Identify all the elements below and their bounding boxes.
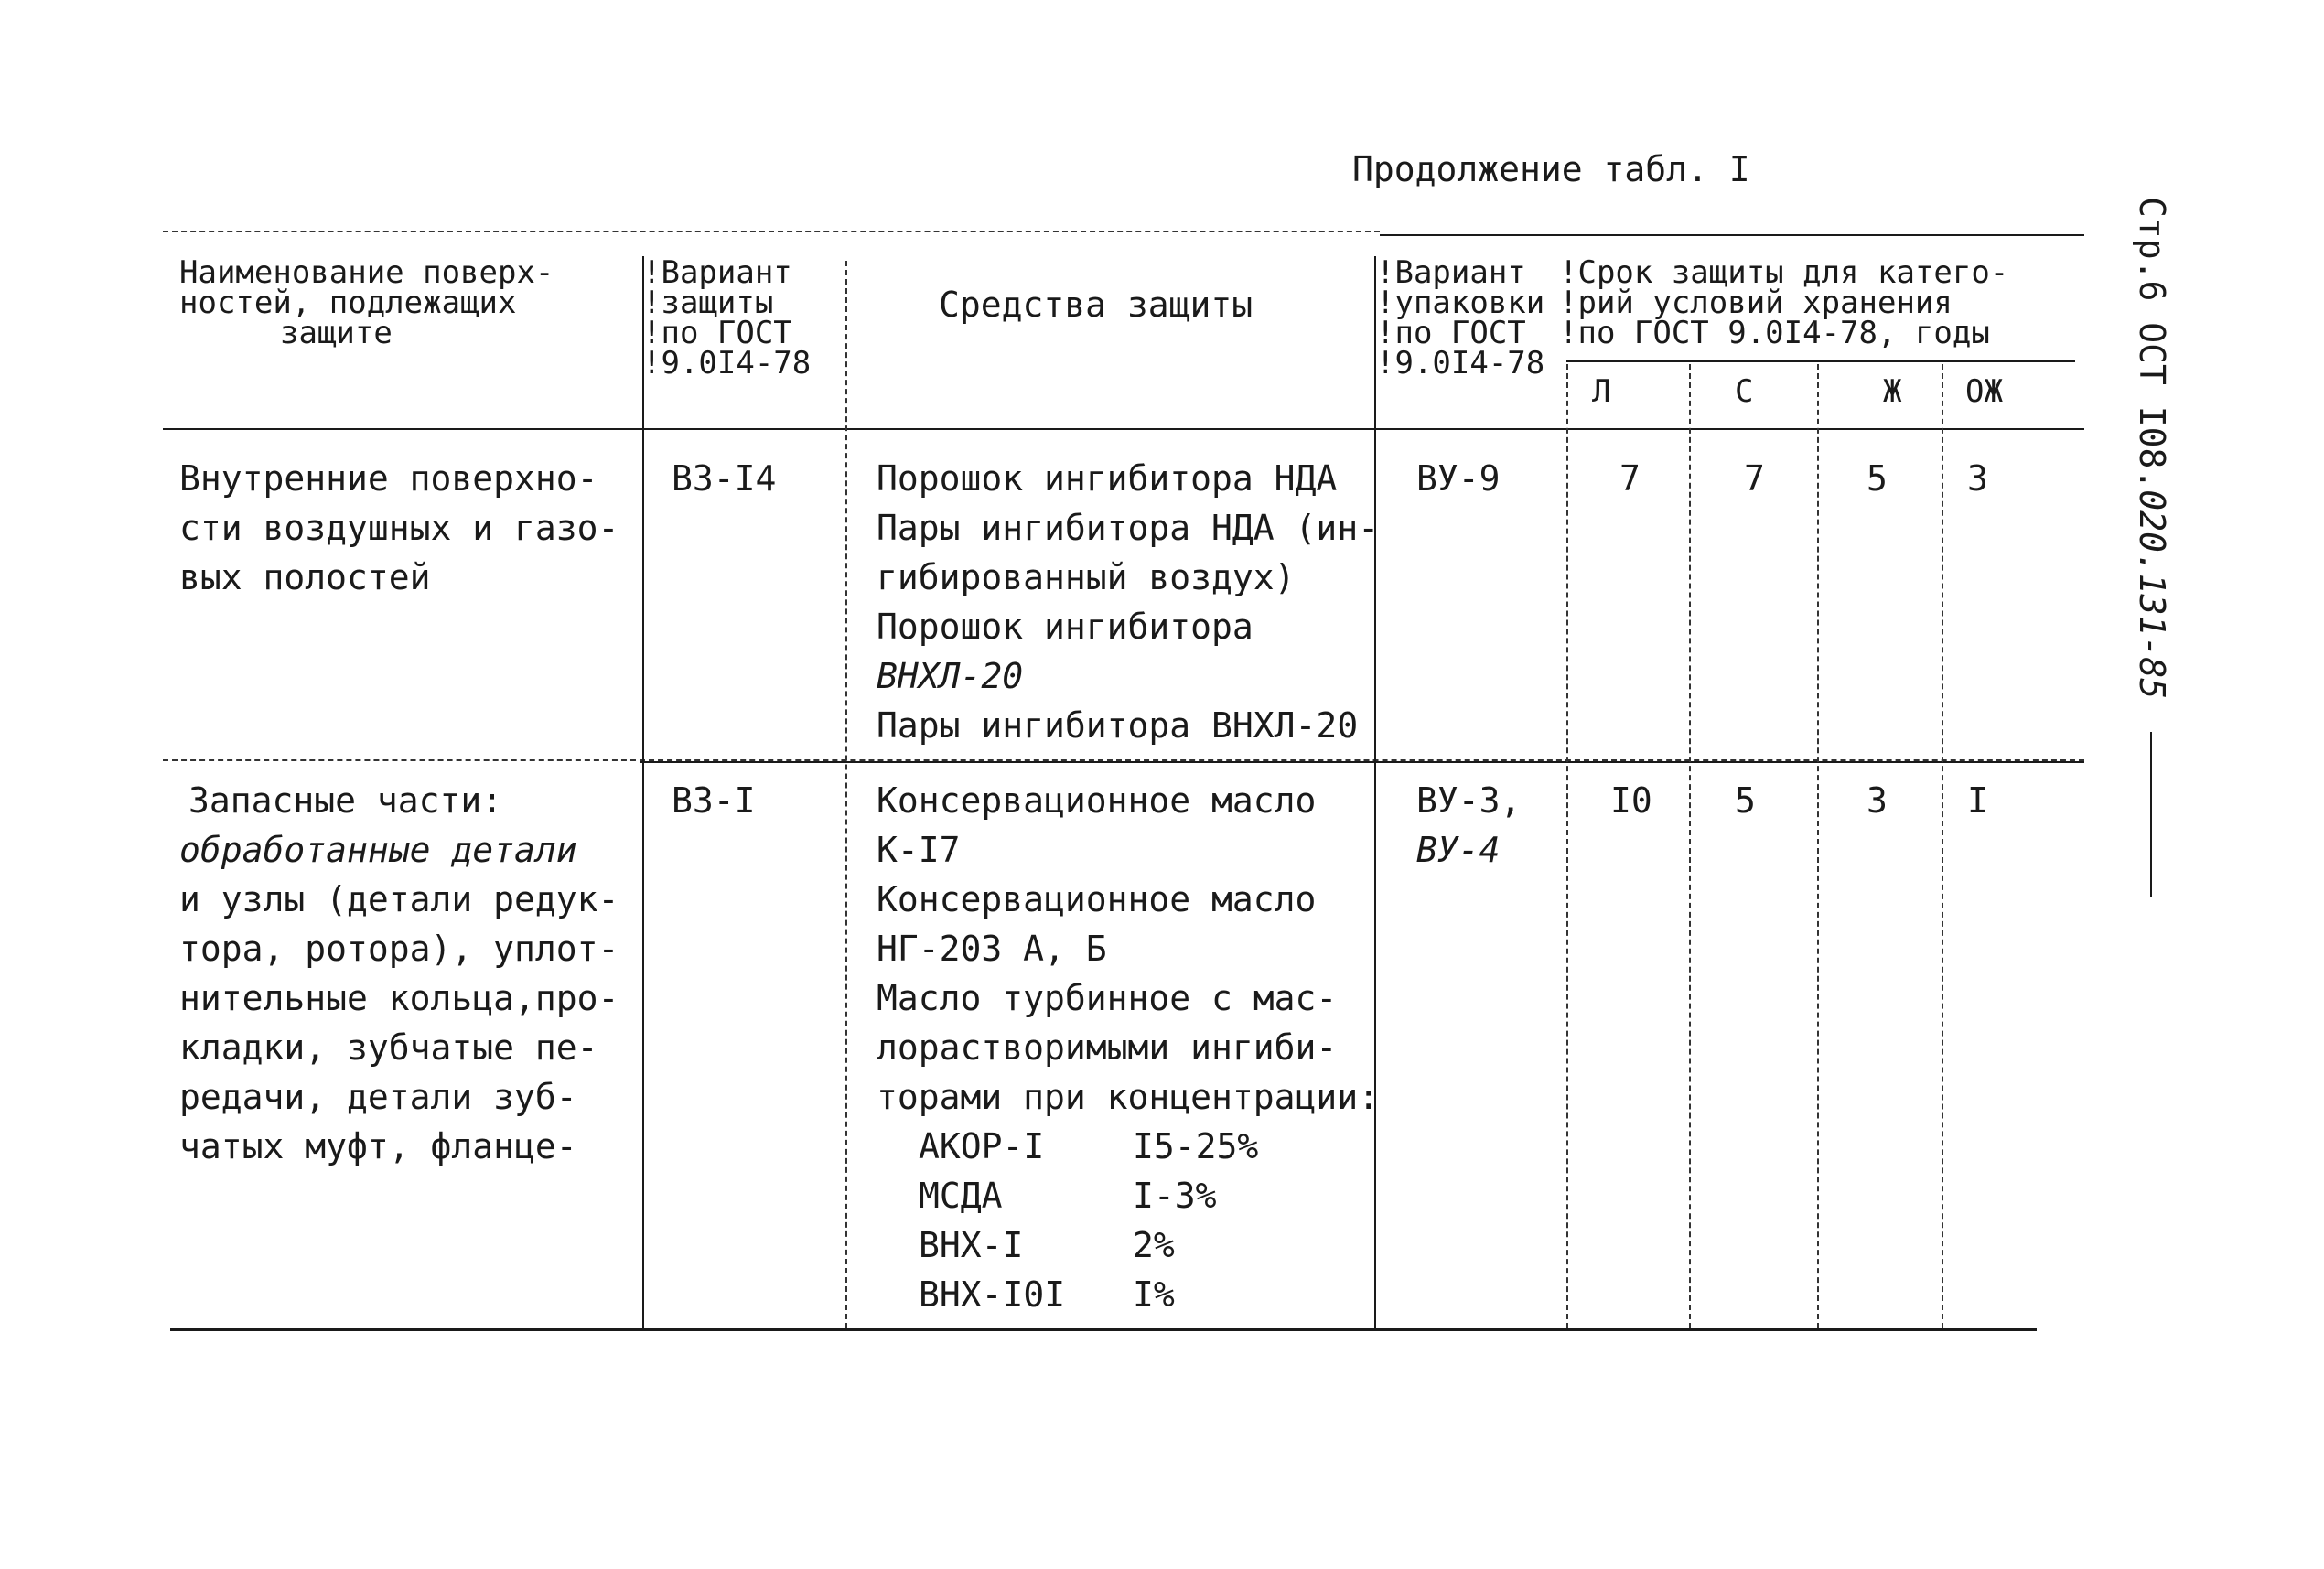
top-rule xyxy=(1380,234,2084,236)
row-2-protection-variant: ВЗ-I xyxy=(672,780,756,821)
row-separator-solid xyxy=(640,761,2084,763)
row-1-protection-variant: ВЗ-I4 xyxy=(672,458,777,499)
inhibitor-concentration: 2% xyxy=(1133,1225,1175,1265)
table-cell-line: чатых муфт, фланце- xyxy=(179,1126,577,1166)
row-2-surface xyxy=(179,776,619,1171)
row-1-package-variant: ВУ-9 xyxy=(1416,458,1501,499)
table-cell-line: Порошок ингибитора НДА xyxy=(877,458,1338,499)
row-1-term-ozh: 3 xyxy=(1967,458,1988,499)
row-1-term-s: 7 xyxy=(1744,458,1765,499)
inhibitor-concentration: I-3% xyxy=(1133,1176,1217,1216)
col-divider-5 xyxy=(1689,364,1691,1328)
header-line: !рий условий хранения xyxy=(1559,285,1953,321)
table-cell-line: ВУ-3, xyxy=(1416,780,1522,821)
table-cell-line: Консервационное масло xyxy=(877,879,1317,919)
row-1-term-zh: 5 xyxy=(1867,458,1888,499)
row-2-package-variant xyxy=(1416,776,1521,875)
table-cell-line: НГ-203 А, Б xyxy=(877,929,1107,969)
header-line: !9.0I4-78 xyxy=(1376,345,1545,382)
inhibitor-concentration: I% xyxy=(1133,1274,1175,1315)
table-cell-line: и узлы (детали редук- xyxy=(179,879,619,919)
table-cell-line: нительные кольца,про- xyxy=(179,978,619,1018)
col-divider-6 xyxy=(1817,364,1819,1328)
row-1-means xyxy=(877,454,1379,750)
col-divider-2 xyxy=(845,261,847,1328)
header-category-s: С xyxy=(1735,373,1754,410)
inhibitor-name: МСДА xyxy=(919,1176,1003,1216)
table-cell-line: К-I7 xyxy=(877,830,961,870)
table-cell-line: вых полостей xyxy=(179,557,431,597)
header-surface-line: ностей, подлежащих xyxy=(179,285,517,321)
inhibitor-name: ВНХ-I0I xyxy=(919,1274,1066,1315)
table-cell-line: тора, ротора), уплот- xyxy=(179,929,619,969)
header-line: !9.0I4-78 xyxy=(642,345,812,382)
header-package-variant xyxy=(1376,254,1545,382)
header-category-ozh: ОЖ xyxy=(1965,373,2003,410)
table-cell-line: кладки, зубчатые пе- xyxy=(179,1027,598,1068)
table-cell-line: ВУ-4 xyxy=(1416,830,1501,870)
header-line: !Вариант xyxy=(1376,254,1526,291)
header-line: !упаковки xyxy=(1376,285,1545,321)
table-cell-line: гибированный воздух) xyxy=(877,557,1296,597)
header-surface-line: Наименование поверх- xyxy=(179,254,554,291)
table-cell-line: Масло турбинное с мас- xyxy=(877,978,1338,1018)
side-label-rule xyxy=(2150,732,2152,897)
header-surface xyxy=(179,254,554,351)
top-rule-dashed xyxy=(163,231,1380,232)
bottom-rule xyxy=(170,1328,2037,1331)
header-line: !Вариант xyxy=(642,254,792,291)
side-label-code: 020.131-85 xyxy=(2132,489,2172,700)
row-2-term-l: I0 xyxy=(1610,780,1652,821)
row-2-term-zh: 3 xyxy=(1867,780,1888,821)
table-cell-line: сти воздушных и газо- xyxy=(179,508,619,548)
table-caption: Продолжение табл. I xyxy=(1352,149,1750,189)
side-page-label xyxy=(2125,197,2179,910)
table-cell-line: Консервационное масло xyxy=(877,780,1317,821)
col-divider-1 xyxy=(642,256,644,1328)
header-category-l: Л xyxy=(1592,373,1611,410)
inhibitor-concentration: I5-25% xyxy=(1133,1126,1259,1166)
row-1-surface xyxy=(179,454,619,602)
row-2-means xyxy=(877,776,1379,1122)
row-1-term-l: 7 xyxy=(1619,458,1641,499)
header-term xyxy=(1559,254,2009,351)
header-protection-variant xyxy=(642,254,812,382)
header-surface-line: защите xyxy=(280,315,393,351)
table-cell-line: лорастворимыми ингиби- xyxy=(877,1027,1338,1068)
table-cell-line: ВНХЛ-20 xyxy=(877,656,1024,696)
header-line: !по ГОСТ 9.0I4-78, годы xyxy=(1559,315,1990,351)
table-cell-line: обработанные детали xyxy=(179,830,577,870)
table-cell-line: редачи, детали зуб- xyxy=(179,1077,577,1117)
row-2-term-s: 5 xyxy=(1735,780,1756,821)
col-divider-4 xyxy=(1566,364,1568,1328)
inhibitor-name: ВНХ-I xyxy=(919,1225,1024,1265)
header-line: !по ГОСТ xyxy=(1376,315,1526,351)
side-label-prefix: Стр.6 ОСТ I08. xyxy=(2132,197,2172,490)
row-2-term-ozh: I xyxy=(1967,780,1988,821)
table-cell-line: Пары ингибитора НДА (ин- xyxy=(877,508,1380,548)
table-cell-line: Пары ингибитора ВНХЛ-20 xyxy=(877,705,1359,746)
header-bottom-rule xyxy=(163,428,2084,430)
table-cell-line: Внутренние поверхно- xyxy=(179,458,598,499)
table-cell-line: Запасные части: xyxy=(188,780,503,821)
header-category-zh: Ж xyxy=(1883,373,1902,410)
term-subheader-rule xyxy=(1566,360,2075,362)
header-line: !защиты xyxy=(642,285,774,321)
header-means: Средства защиты xyxy=(939,285,1253,325)
col-divider-7 xyxy=(1942,364,1943,1328)
inhibitor-names xyxy=(919,1122,1065,1319)
table-cell-line: Порошок ингибитора xyxy=(877,607,1253,647)
header-line: !по ГОСТ xyxy=(642,315,792,351)
inhibitor-name: АКОР-I xyxy=(919,1126,1045,1166)
header-line: !Срок защиты для катего- xyxy=(1559,254,2009,291)
table-cell-line: торами при концентрации: xyxy=(877,1077,1380,1117)
inhibitor-concentrations xyxy=(1133,1122,1258,1319)
